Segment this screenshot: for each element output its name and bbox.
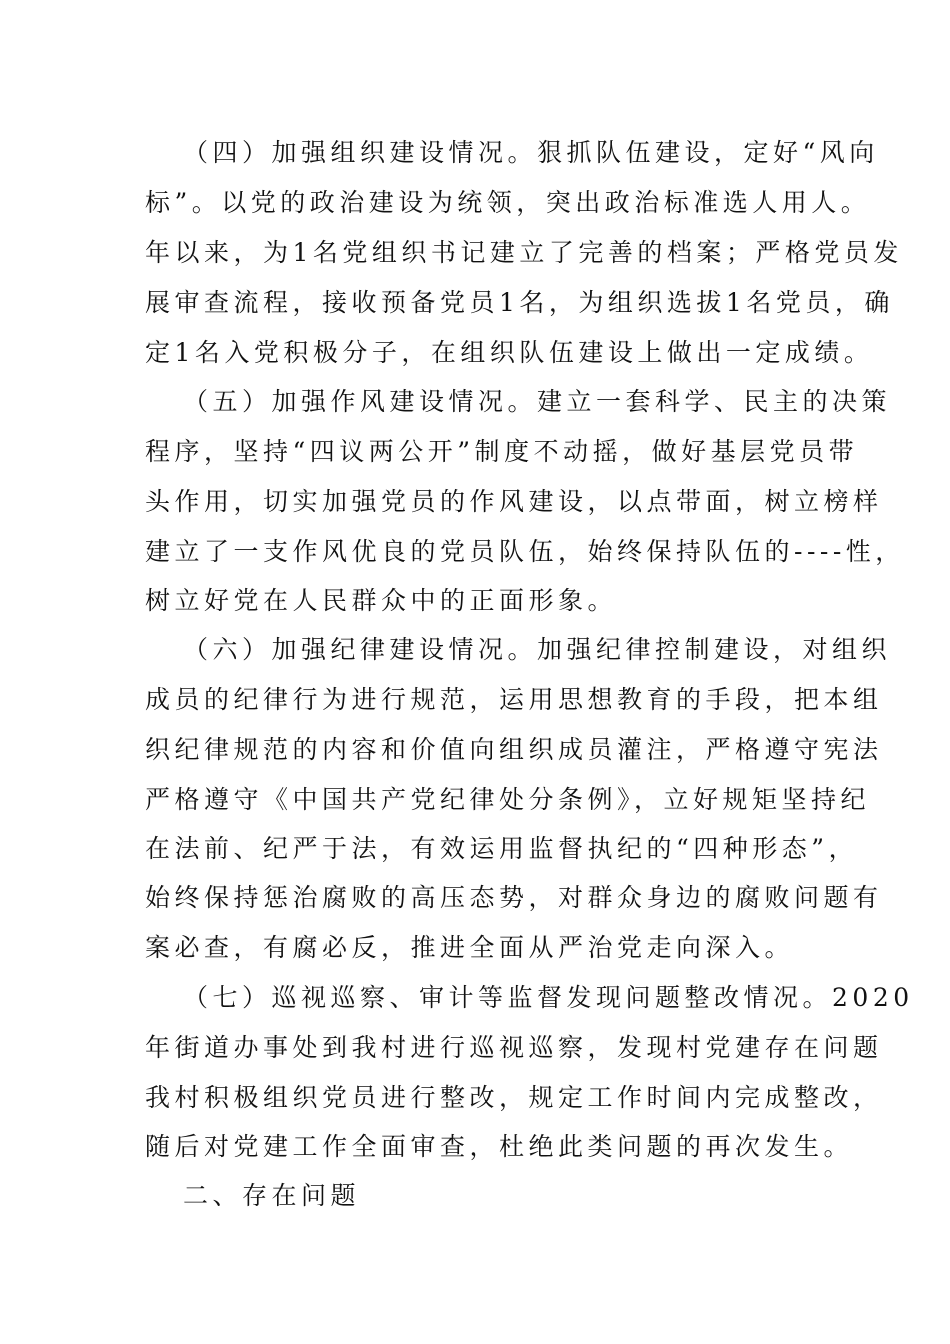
- paragraph-line: （四）加强组织建设情况。狠抓队伍建设，定好“风向: [183, 138, 879, 167]
- paragraph-line: 年街道办事处到我村进行巡视巡察，发现村党建存在问题: [145, 1033, 883, 1062]
- paragraph-line: 随后对党建工作全面审查，杜绝此类问题的再次发生。: [145, 1132, 854, 1161]
- paragraph-line: （五）加强作风建设情况。建立一套科学、民主的决策: [183, 387, 892, 416]
- paragraph-line: 建立了一支作风优良的党员队伍，始终保持队伍的----性，: [145, 537, 905, 566]
- paragraph-line: 织纪律规范的内容和价值向组织成员灌注，严格遵守宪法: [145, 735, 883, 764]
- paragraph-line: （六）加强纪律建设情况。加强纪律控制建设，对组织: [183, 635, 892, 664]
- paragraph-line: 年以来，为1名党组织书记建立了完善的档案；严格党员发: [145, 238, 903, 267]
- paragraph-line: 成员的纪律行为进行规范，运用思想教育的手段，把本组: [145, 685, 883, 714]
- section-heading: 二、存在问题: [183, 1181, 361, 1210]
- paragraph-line: 定1名入党积极分子，在组织队伍建设上做出一定成绩。: [145, 338, 874, 367]
- paragraph-line: 案必查，有腐必反，推进全面从严治党走向深入。: [145, 933, 795, 962]
- paragraph-line: 在法前、纪严于法，有效运用监督执纪的“四种形态”，: [145, 834, 859, 863]
- paragraph-line: 我村积极组织党员进行整改，规定工作时间内完成整改，: [145, 1083, 883, 1112]
- paragraph-line: 程序，坚持“四议两公开”制度不动摇，做好基层党员带: [145, 437, 859, 466]
- paragraph-line: 展审查流程，接收预备党员1名，为组织选拔1名党员，确: [145, 288, 894, 317]
- paragraph-line: 树立好党在人民群众中的正面形象。: [145, 586, 618, 615]
- paragraph-line: 标”。以党的政治建设为统领，突出政治标准选人用人。: [145, 188, 871, 217]
- paragraph-line: 头作用，切实加强党员的作风建设，以点带面，树立榜样: [145, 487, 883, 516]
- paragraph-line: 严格遵守《中国共产党纪律处分条例》，立好规矩坚持纪: [145, 785, 871, 814]
- paragraph-line: （七）巡视巡察、审计等监督发现问题整改情况。2020: [183, 983, 914, 1012]
- paragraph-line: 始终保持惩治腐败的高压态势，对群众身边的腐败问题有: [145, 883, 883, 912]
